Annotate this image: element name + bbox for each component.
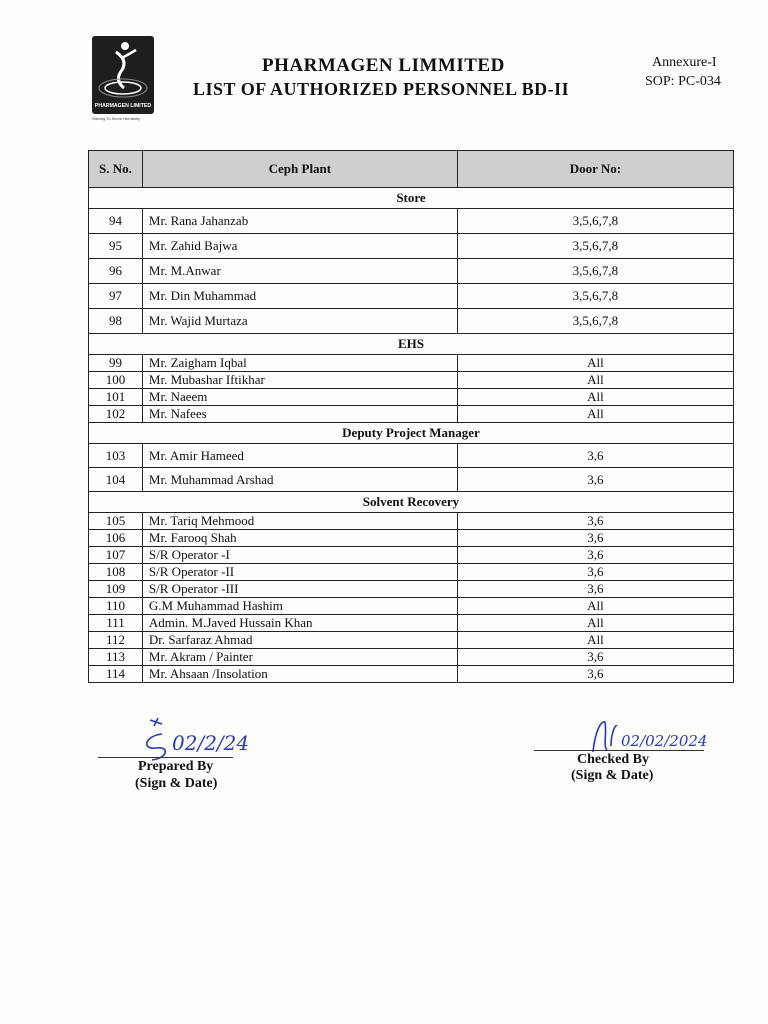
row-name: Mr. Muhammad Arshad xyxy=(142,468,457,492)
table-row xyxy=(89,598,734,615)
row-sn: 113 xyxy=(89,649,143,666)
row-sn: 105 xyxy=(89,513,143,530)
row-door: 3,6 xyxy=(457,468,733,492)
row-door: 3,5,6,7,8 xyxy=(457,309,733,334)
row-name: Admin. M.Javed Hussain Khan xyxy=(142,615,457,632)
svg-text:02/2/24: 02/2/24 xyxy=(172,731,250,755)
company-name: PHARMAGEN LIMMITED xyxy=(262,55,505,76)
personnel-table-wrapper xyxy=(88,150,734,683)
section-header-store: Store xyxy=(89,188,734,209)
table-row xyxy=(89,309,734,334)
table-row xyxy=(89,468,734,492)
table-row xyxy=(89,406,734,423)
row-sn: 95 xyxy=(89,234,143,259)
svg-text:02/02/2024: 02/02/2024 xyxy=(621,732,708,750)
row-sn: 99 xyxy=(89,355,143,372)
row-sn: 96 xyxy=(89,259,143,284)
row-name: Mr. Farooq Shah xyxy=(142,530,457,547)
row-door: All xyxy=(457,355,733,372)
row-door: 3,5,6,7,8 xyxy=(457,209,733,234)
row-name: Mr. Tariq Mehmood xyxy=(142,513,457,530)
row-name: Mr. M.Anwar xyxy=(142,259,457,284)
row-name: G.M Muhammad Hashim xyxy=(142,598,457,615)
table-row xyxy=(89,372,734,389)
header-sn: S. No. xyxy=(89,151,143,188)
row-name: Mr. Naeem xyxy=(142,389,457,406)
table-row xyxy=(89,530,734,547)
section-header-deputy-project-manager: Deputy Project Manager xyxy=(89,423,734,444)
row-door: 3,5,6,7,8 xyxy=(457,259,733,284)
section-header-solvent-recovery: Solvent Recovery xyxy=(89,492,734,513)
logo-mark xyxy=(92,36,154,114)
table-row xyxy=(89,389,734,406)
row-door: 3,6 xyxy=(457,444,733,468)
row-sn: 101 xyxy=(89,389,143,406)
row-door: 3,5,6,7,8 xyxy=(457,284,733,309)
document-title: LIST OF AUTHORIZED PERSONNEL BD-II xyxy=(193,79,570,99)
table-header-row xyxy=(89,151,734,188)
row-sn: 97 xyxy=(89,284,143,309)
row-door: 3,6 xyxy=(457,513,733,530)
table-row xyxy=(89,615,734,632)
row-door: All xyxy=(457,389,733,406)
row-sn: 110 xyxy=(89,598,143,615)
row-name: Mr. Din Muhammad xyxy=(142,284,457,309)
row-name: Mr. Wajid Murtaza xyxy=(142,309,457,334)
row-sn: 102 xyxy=(89,406,143,423)
row-sn: 104 xyxy=(89,468,143,492)
table-row xyxy=(89,259,734,284)
annexure-label: Annexure-I xyxy=(652,55,717,70)
row-name: Mr. Amir Hameed xyxy=(142,444,457,468)
row-sn: 103 xyxy=(89,444,143,468)
row-sn: 106 xyxy=(89,530,143,547)
logo-text: PHARMAGEN LIMITED xyxy=(94,103,152,109)
row-door: All xyxy=(457,406,733,423)
checked-sign-date-label: (Sign & Date) xyxy=(571,768,654,783)
row-sn: 112 xyxy=(89,632,143,649)
row-name: Mr. Akram / Painter xyxy=(142,649,457,666)
row-sn: 108 xyxy=(89,564,143,581)
section-header-ehs: EHS xyxy=(89,334,734,355)
table-row xyxy=(89,513,734,530)
prepared-sign-date-label: (Sign & Date) xyxy=(135,776,218,791)
row-sn: 100 xyxy=(89,372,143,389)
checked-signature-line xyxy=(534,750,704,751)
row-sn: 107 xyxy=(89,547,143,564)
table-row xyxy=(89,632,734,649)
row-name: Mr. Nafees xyxy=(142,406,457,423)
table-row xyxy=(89,564,734,581)
row-sn: 111 xyxy=(89,615,143,632)
row-name: S/R Operator -II xyxy=(142,564,457,581)
table-row xyxy=(89,547,734,564)
row-door: All xyxy=(457,598,733,615)
checked-by-label: Checked By xyxy=(577,752,649,767)
row-door: 3,5,6,7,8 xyxy=(457,234,733,259)
row-sn: 94 xyxy=(89,209,143,234)
table-row xyxy=(89,284,734,309)
row-sn: 109 xyxy=(89,581,143,598)
row-door: All xyxy=(457,632,733,649)
row-name: S/R Operator -III xyxy=(142,581,457,598)
sop-label: SOP: PC-034 xyxy=(645,74,721,89)
logo-tagline: Striving To Serve Humanity xyxy=(92,116,141,121)
table-row xyxy=(89,355,734,372)
row-door: All xyxy=(457,615,733,632)
logo-figure-icon xyxy=(92,36,154,114)
row-name: Mr. Zaigham Iqbal xyxy=(142,355,457,372)
row-door: 3,6 xyxy=(457,649,733,666)
row-door: All xyxy=(457,372,733,389)
table-row xyxy=(89,581,734,598)
table-row xyxy=(89,666,734,683)
row-door: 3,6 xyxy=(457,547,733,564)
row-door: 3,6 xyxy=(457,581,733,598)
row-door: 3,6 xyxy=(457,564,733,581)
row-name: Mr. Zahid Bajwa xyxy=(142,234,457,259)
row-name: S/R Operator -I xyxy=(142,547,457,564)
row-sn: 98 xyxy=(89,309,143,334)
company-logo xyxy=(92,36,154,120)
row-name: Dr. Sarfaraz Ahmad xyxy=(142,632,457,649)
row-name: Mr. Ahsaan /Insolation xyxy=(142,666,457,683)
table-row xyxy=(89,234,734,259)
row-door: 3,6 xyxy=(457,530,733,547)
header-ceph-plant: Ceph Plant xyxy=(142,151,457,188)
table-row xyxy=(89,209,734,234)
table-row xyxy=(89,444,734,468)
row-door: 3,6 xyxy=(457,666,733,683)
prepared-by-label: Prepared By xyxy=(138,759,214,774)
row-name: Mr. Rana Jahanzab xyxy=(142,209,457,234)
prepared-signature-line xyxy=(98,757,233,758)
personnel-table xyxy=(88,150,734,683)
row-name: Mr. Mubashar Iftikhar xyxy=(142,372,457,389)
row-sn: 114 xyxy=(89,666,143,683)
header-door: Door No: xyxy=(457,151,733,188)
table-row xyxy=(89,649,734,666)
